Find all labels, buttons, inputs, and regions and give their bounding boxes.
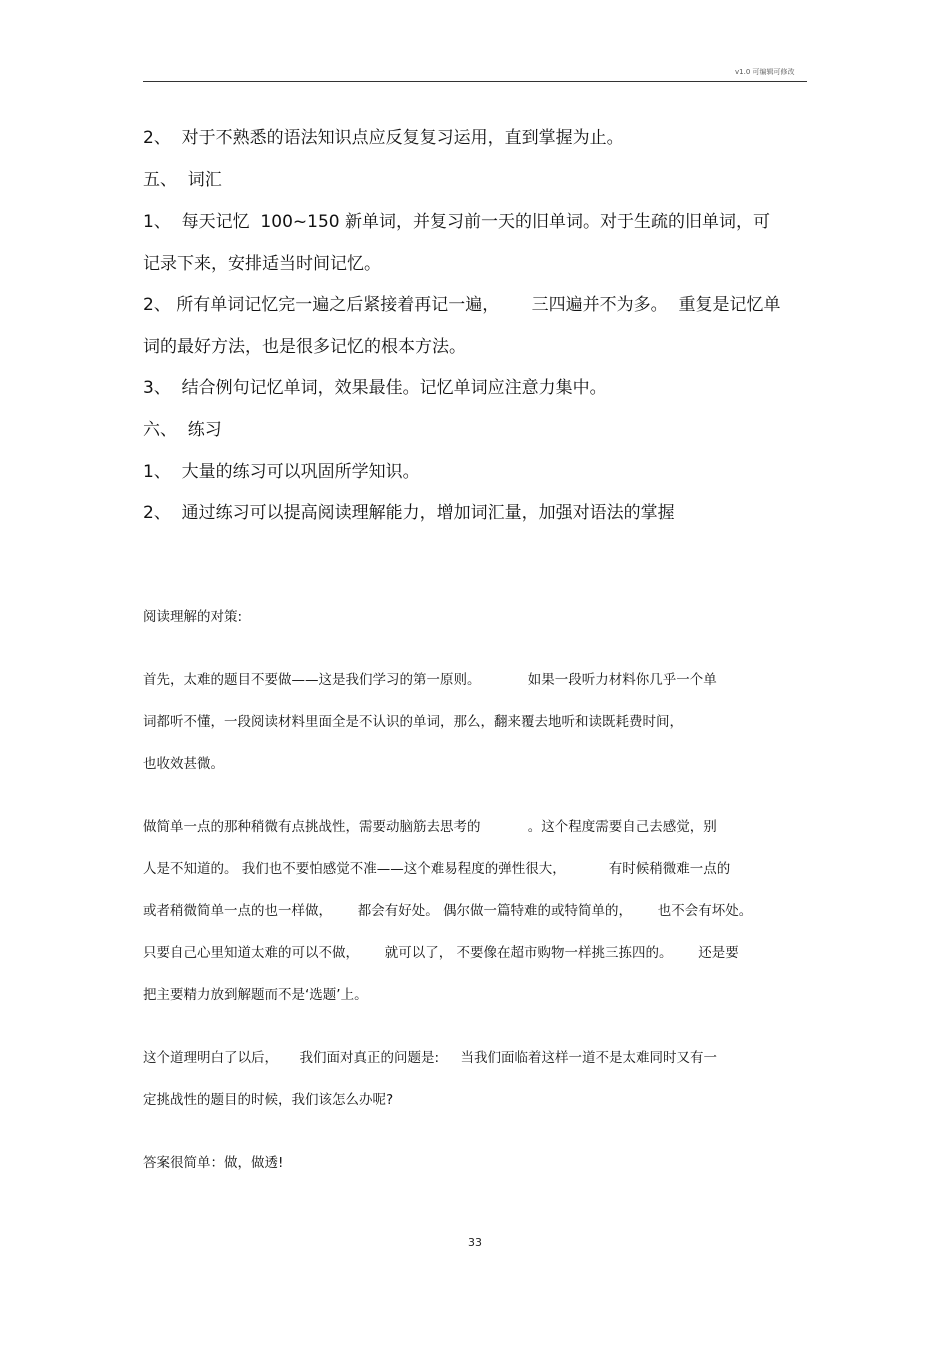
header-version: v1.0 可编辑可修改 bbox=[735, 68, 795, 76]
paragraph-3-line-1: 这个道理明白了以后， 我们面对真正的问题是: 当我们面临着这样一道不是太难同时又有一 bbox=[143, 1050, 717, 1066]
grammar-item-2: 2、 对于不熟悉的语法知识点应反复复习运用，直到掌握为止。 bbox=[143, 128, 624, 148]
paragraph-4: 答案很简单：做，做透! bbox=[143, 1155, 284, 1171]
header-rule bbox=[143, 81, 807, 82]
paragraph-2-line-2: 人是不知道的。 我们也不要怕感觉不准——这个难易程度的弹性很大， 有时候稍微难一点的 bbox=[143, 861, 731, 877]
reading-strategy-title: 阅读理解的对策: bbox=[143, 609, 243, 625]
vocab-item-2-line-1: 2、 所有单词记忆完一遍之后紧接着再记一遍， 三四遍并不为多。 重复是记忆单 bbox=[143, 295, 781, 315]
page-number: 33 bbox=[468, 1236, 482, 1249]
practice-heading: 六、 练习 bbox=[143, 420, 222, 440]
vocab-item-2-line-2: 词的最好方法，也是很多记忆的根本方法。 bbox=[143, 337, 466, 357]
vocab-heading: 五、 词汇 bbox=[143, 170, 222, 190]
paragraph-2-line-3: 或者稍微简单一点的也一样做， 都会有好处。 偶尔做一篇特难的或特简单的， 也不会有坏处。 bbox=[143, 903, 753, 919]
paragraph-1-line-2: 词都听不懂，一段阅读材料里面全是不认识的单词，那么，翻来覆去地听和读既耗费时间， bbox=[143, 714, 683, 730]
practice-item-1: 1、 大量的练习可以巩固所学知识。 bbox=[143, 462, 420, 482]
paragraph-1-line-3: 也收效甚微。 bbox=[143, 756, 224, 772]
paragraph-2-line-5: 把主要精力放到解题而不是‘选题’上。 bbox=[143, 987, 368, 1003]
vocab-item-3: 3、 结合例句记忆单词，效果最佳。记忆单词应注意力集中。 bbox=[143, 378, 607, 398]
paragraph-2-line-1: 做简单一点的那种稍微有点挑战性，需要动脑筋去思考的 。这个程度需要自己去感觉，别 bbox=[143, 819, 717, 835]
vocab-item-1-line-2: 记录下来，安排适当时间记忆。 bbox=[143, 254, 381, 274]
practice-item-2: 2、 通过练习可以提高阅读理解能力，增加词汇量，加强对语法的掌握 bbox=[143, 503, 675, 523]
vocab-item-1-line-1: 1、 每天记忆 100~150 新单词，并复习前一天的旧单词。对于生疏的旧单词，可 bbox=[143, 212, 770, 232]
paragraph-2-line-4: 只要自己心里知道太难的可以不做， 就可以了， 不要像在超市购物一样挑三拣四的。 还是要 bbox=[143, 945, 739, 961]
paragraph-3-line-2: 定挑战性的题目的时候，我们该怎么办呢? bbox=[143, 1092, 394, 1108]
paragraph-1-line-1: 首先，太难的题目不要做——这是我们学习的第一原则。 如果一段听力材料你几乎一个单 bbox=[143, 672, 717, 688]
